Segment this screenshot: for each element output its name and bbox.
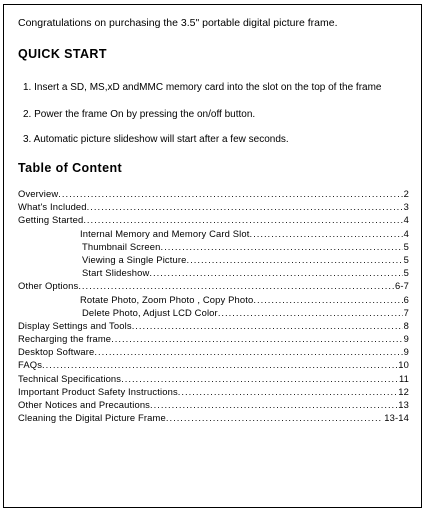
quick-start-heading: QUICK START — [18, 47, 107, 61]
quick-start-step-1: 1. Insert a SD, MS,xD andMMC memory card into the slot on the top of the frame — [23, 82, 382, 93]
toc-entry-recharging: Recharging the frame ..... 9 — [18, 332, 409, 345]
toc-entry-safety-instructions: Important Product Safety Instructions ..... 12 — [18, 385, 409, 398]
toc-entry-viewing-single-picture: Viewing a Single Picture ..... 5 — [18, 253, 409, 266]
toc-entry-technical-specs: Technical Specifications ..... 11 — [18, 372, 409, 385]
toc-entry-start-slideshow: Start Slideshow ..... 5 — [18, 266, 409, 279]
toc-entry-display-settings: Display Settings and Tools ..... 8 — [18, 319, 409, 332]
intro-text: Congratulations on purchasing the 3.5" portable digital picture frame. — [18, 17, 338, 29]
toc-entry-overview: Overview ..... 2 — [18, 187, 409, 200]
toc-entry-internal-memory: Internal Memory and Memory Card Slot ..... 4 — [18, 227, 409, 240]
toc-entry-whats-included: What's Included ..... 3 — [18, 200, 409, 213]
toc-entry-other-notices: Other Notices and Precautions ..... 13 — [18, 398, 409, 411]
toc-entry-other-options: Other Options ..... 6-7 — [18, 279, 409, 292]
document-page — [3, 4, 422, 508]
toc-entry-getting-started: Getting Started ..... 4 — [18, 213, 409, 226]
quick-start-step-3: 3. Automatic picture slideshow will start after a few seconds. — [23, 134, 289, 145]
quick-start-step-2: 2. Power the frame On by pressing the on/off button. — [23, 109, 256, 120]
toc-entry-cleaning: Cleaning the Digital Picture Frame ..... 13-14 — [18, 411, 409, 424]
table-of-contents — [18, 187, 409, 424]
toc-entry-rotate-zoom-copy: Rotate Photo, Zoom Photo , Copy Photo ..... 6 — [18, 293, 409, 306]
toc-heading: Table of Content — [18, 161, 123, 175]
toc-entry-desktop-software: Desktop Software ..... 9 — [18, 345, 409, 358]
toc-entry-faqs: FAQs ..... 10 — [18, 358, 409, 371]
toc-entry-delete-adjust: Delete Photo, Adjust LCD Color ..... 7 — [18, 306, 409, 319]
toc-entry-thumbnail-screen: Thumbnail Screen ..... 5 — [18, 240, 409, 253]
